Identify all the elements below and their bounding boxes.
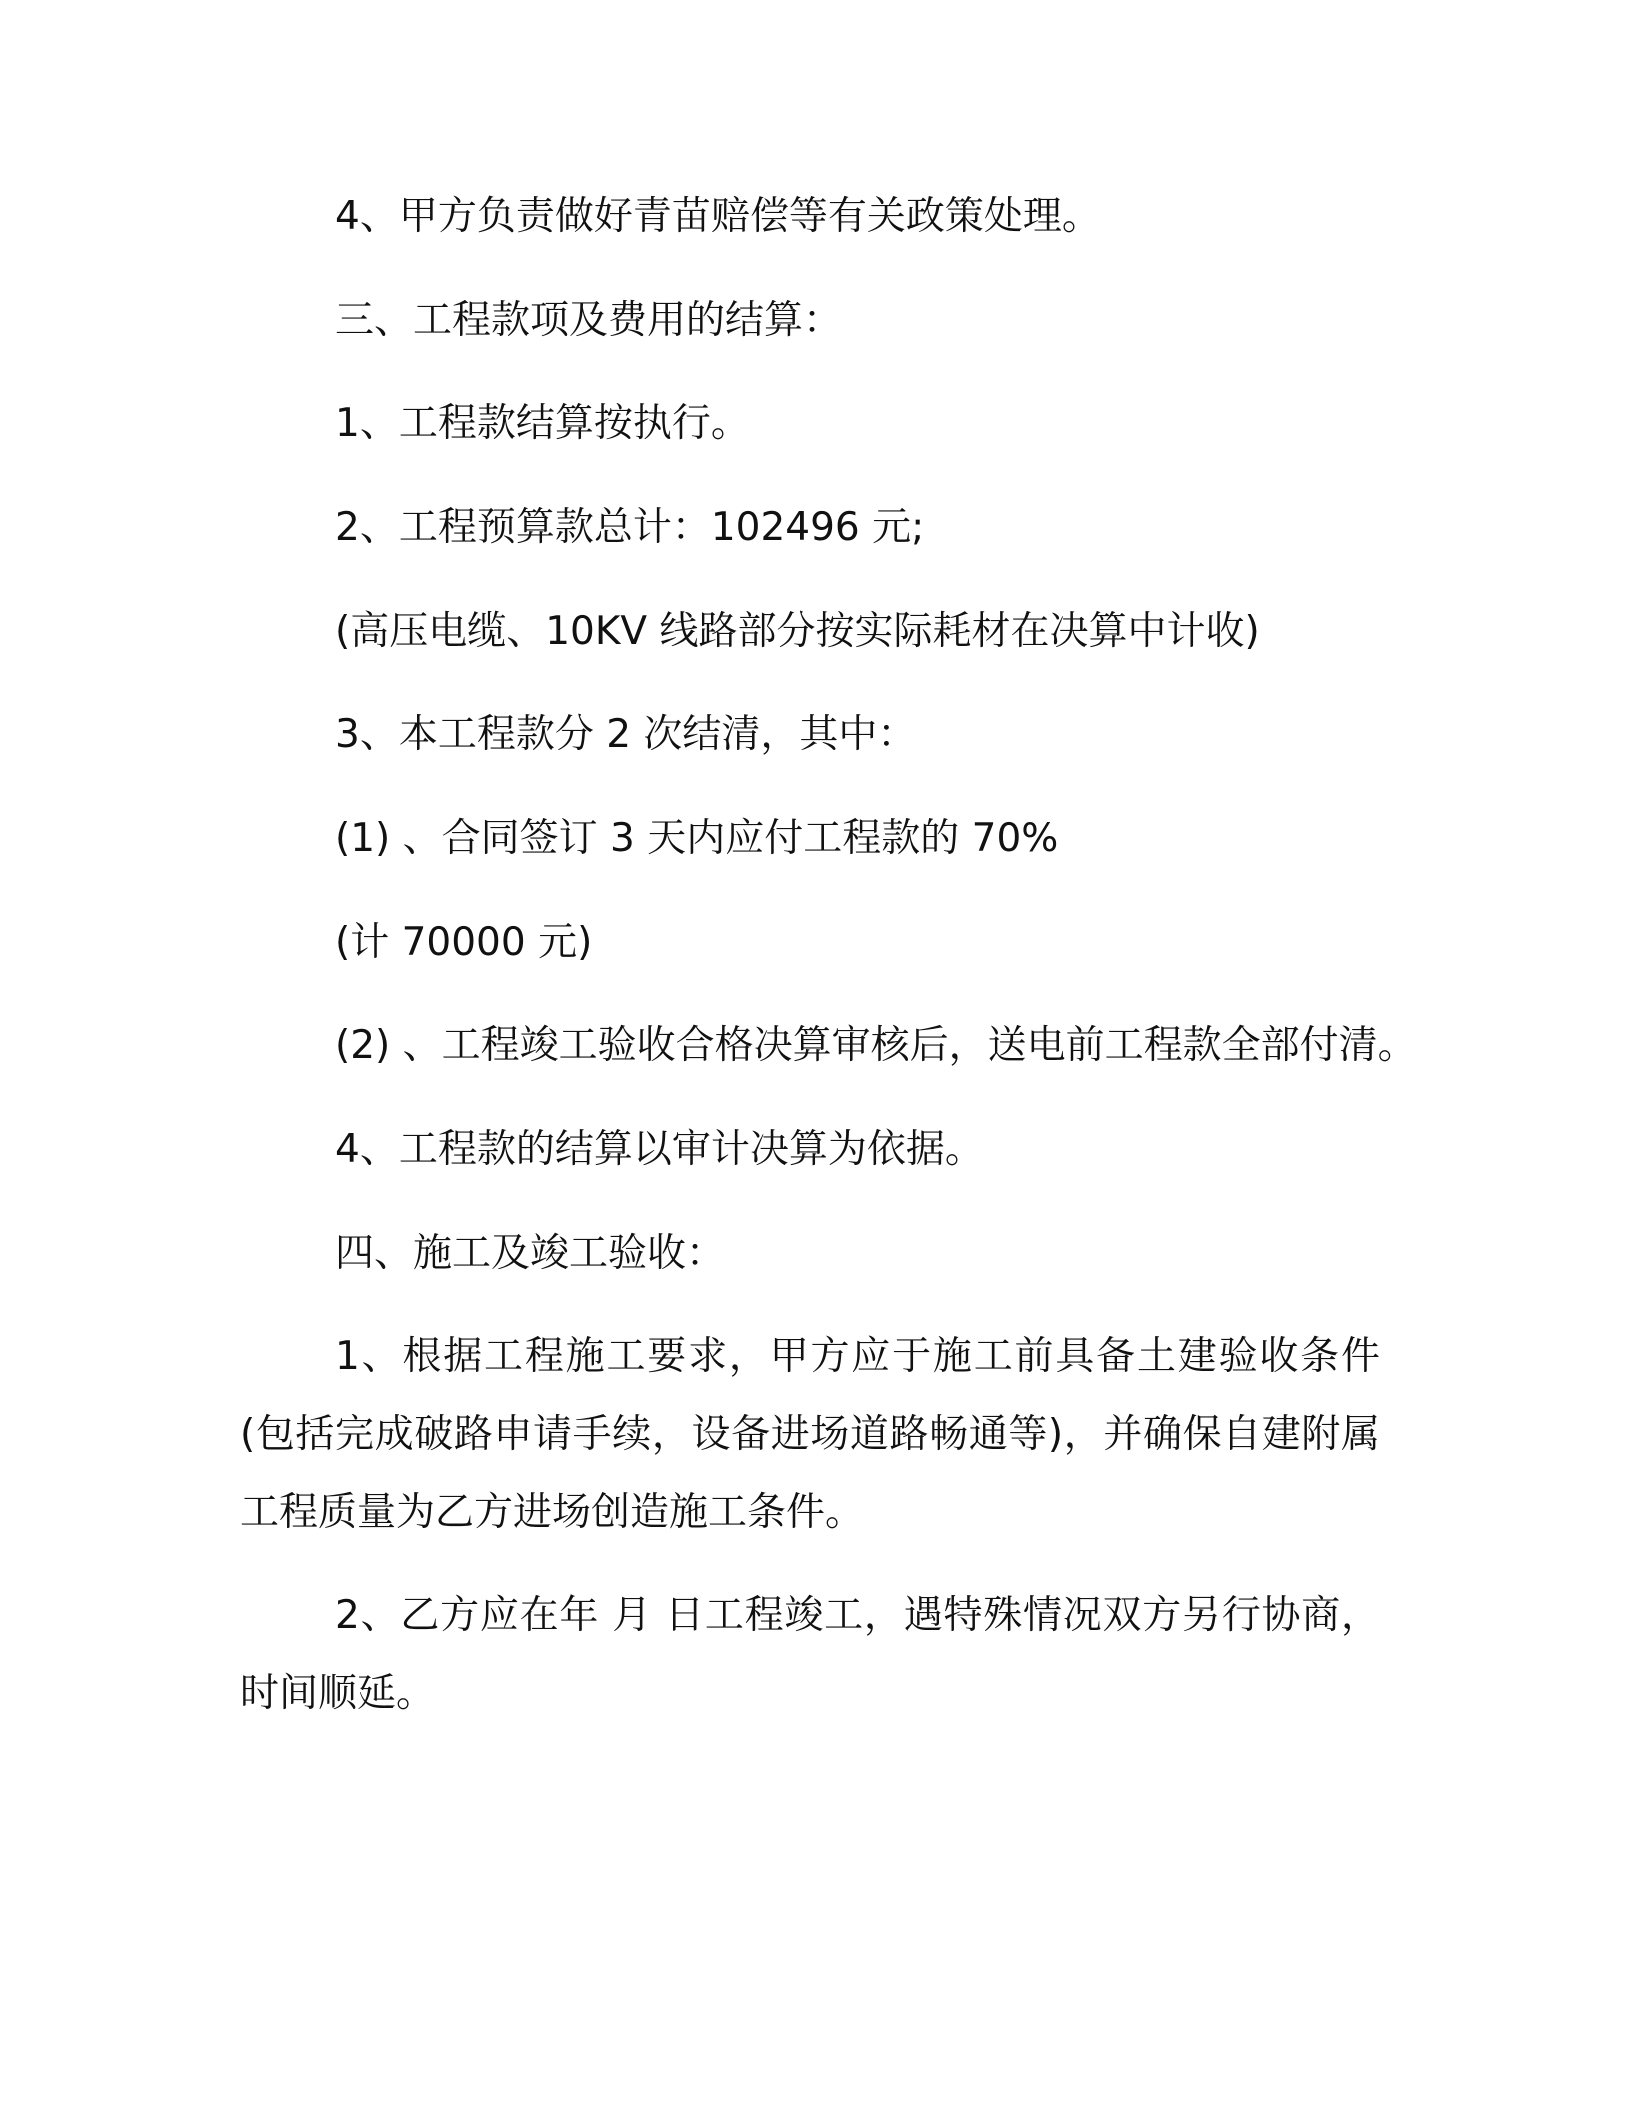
section-heading-payment-settlement: 三、工程款项及费用的结算：: [335, 298, 843, 343]
clause-green-seedling-compensation: 4、甲方负责做好青苗赔偿等有关政策处理。: [335, 194, 1101, 239]
clause-settlement-basis: 1、工程款结算按执行。: [335, 401, 750, 446]
note-cable-materials: (高压电缆、10KV 线路部分按实际耗材在决算中计收): [335, 609, 1260, 654]
clause-budget-total: 2、工程预算款总计：102496 元;: [335, 505, 925, 550]
clause-completion-date: 2、乙方应在年 月 日工程竣工，遇特殊情况双方另行协商，时间顺延。: [240, 1593, 1380, 1716]
clause-final-payment: (2) 、工程竣工验收合格决算审核后，送电前工程款全部付清。: [335, 1023, 1417, 1068]
clause-first-payment-amount: (计 70000 元): [335, 920, 593, 965]
clause-audit-basis: 4、工程款的结算以审计决算为依据。: [335, 1127, 984, 1172]
clause-site-preparation: 1、根据工程施工要求，甲方应于施工前具备土建验收条件(包括完成破路申请手续，设备进场道路畅通等)，并确保自建附属工程质量为乙方进场创造施工条件。: [240, 1334, 1380, 1535]
clause-payment-installments: 3、本工程款分 2 次结清，其中：: [335, 712, 917, 757]
section-heading-construction-acceptance: 四、施工及竣工验收：: [335, 1231, 726, 1276]
clause-first-payment: (1) 、合同签订 3 天内应付工程款的 70%: [335, 816, 1059, 861]
